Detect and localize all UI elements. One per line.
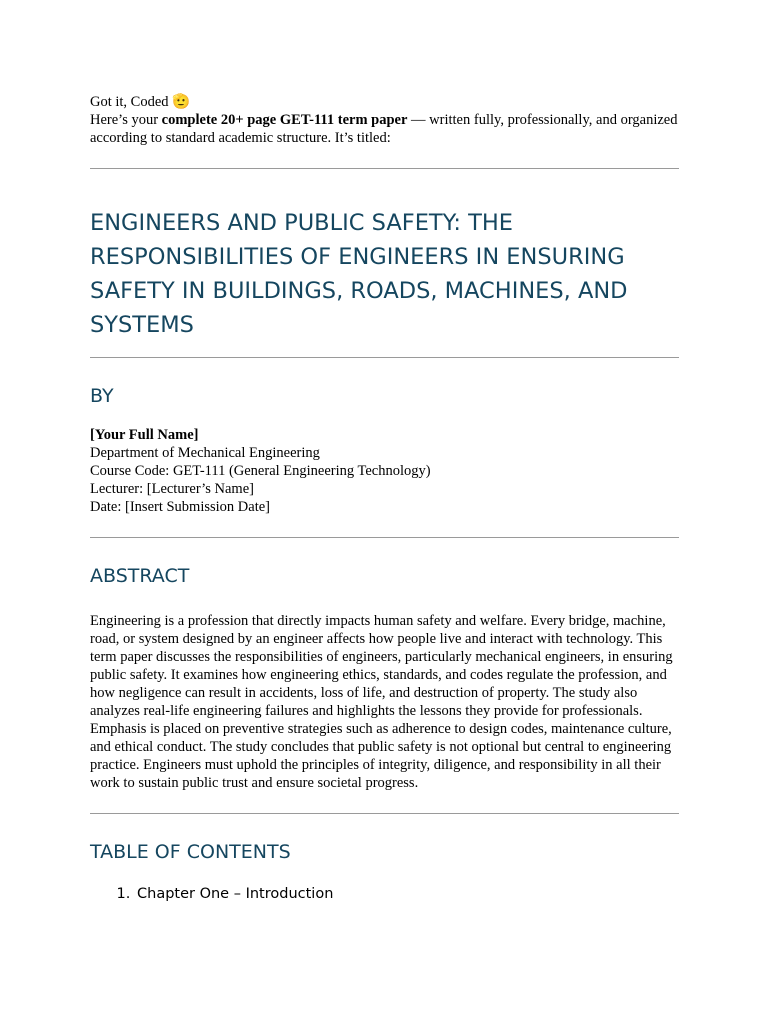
paper-title: ENGINEERS AND PUBLIC SAFETY: THE RESPONSIBILITIES OF ENGINEERS IN ENSURING SAFETY IN BUILDINGS, ROADS, MACHINES, AND SYSTEMS: [90, 210, 628, 338]
author-block: [90, 426, 679, 516]
course-code: Course Code: GET-111 (General Engineering Technology): [90, 463, 431, 479]
toc-heading: TABLE OF CONTENTS: [90, 841, 291, 863]
document-content: [90, 93, 679, 904]
toc-item: 1. Chapter One – Introduction: [135, 884, 679, 904]
intro-paragraph: [90, 93, 679, 147]
abstract-heading: ABSTRACT: [90, 565, 190, 587]
intro-bold-text: complete 20+ page GET-111 term paper: [161, 112, 408, 128]
lecturer-name: Lecturer: [Lecturer’s Name]: [90, 481, 254, 497]
author-department: Department of Mechanical Engineering: [90, 445, 320, 461]
intro-prefix: Here’s your: [90, 112, 162, 128]
intro-greeting: Got it, Coded 🫡: [90, 94, 191, 110]
submission-date: Date: [Insert Submission Date]: [90, 499, 271, 515]
toc-list: [90, 884, 679, 904]
by-heading: BY: [90, 385, 114, 407]
author-name: [Your Full Name]: [90, 427, 199, 443]
abstract-body: Engineering is a profession that directly impacts human safety and welfare. Every bridge, machine, road, or system designed by an engineer affects how people live and interact with technology. This term paper discusses the responsibilities of engineers, particularly mechanical engineers, in ensuring public safety. It examines how engineering ethics, standards, and codes regulate the profession, and how negligence can result in accidents, loss of life, and destruction of property. The study also analyzes real-life engineering failures and highlights the lessons they provide for professionals. Emphasis is placed on preventive strategies such as adherence to design codes, maintenance culture, and ethical conduct. The study concludes that public safety is not optional but central to engineering practice. Engineers must uphold the principles of integrity, diligence, and responsibility in all their work to sustain public trust and ensure societal progress.: [90, 613, 673, 791]
intro-suffix: — written fully, professionally, and organized according to standard academic structure. It’s titled:: [90, 112, 678, 146]
